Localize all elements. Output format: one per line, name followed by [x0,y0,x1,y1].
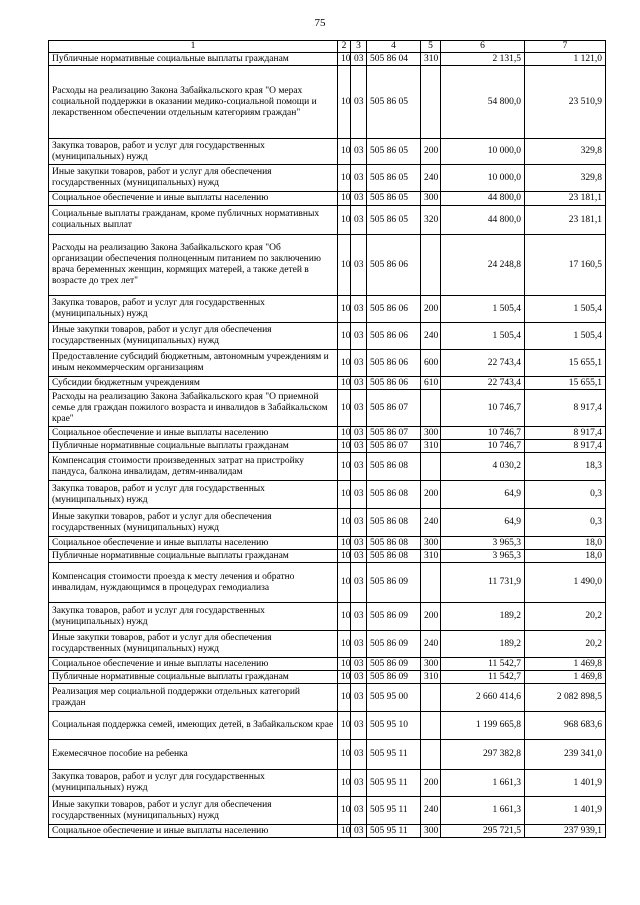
subsection-code-cell: 03 [351,377,367,390]
expense-type-cell: 300 [421,192,441,206]
plan-amount-cell: 1 199 665,8 [441,712,525,740]
subsection-code-cell: 03 [351,797,367,825]
target-article-cell: 505 86 06 [367,377,421,390]
expense-type-cell [421,453,441,481]
table-row [49,427,606,440]
plan-amount-cell: 22 743,4 [441,377,525,390]
section-code-cell: 10 [338,323,351,350]
table-row [49,453,606,481]
table-row [49,603,606,631]
plan-amount-cell: 10 000,0 [441,139,525,165]
plan-amount-cell: 2 660 414,6 [441,684,525,712]
target-article-cell: 505 86 09 [367,563,421,603]
table-row [49,509,606,537]
target-article-cell: 505 86 08 [367,453,421,481]
subsection-code-cell: 03 [351,740,367,770]
table-row [49,192,606,206]
table-row [49,563,606,603]
target-article-cell: 505 86 05 [367,192,421,206]
target-article-cell: 505 86 07 [367,390,421,427]
expense-type-cell: 300 [421,658,441,671]
plan-amount-cell: 54 800,0 [441,66,525,139]
section-code-cell: 10 [338,440,351,453]
table-row [49,350,606,377]
subsection-code-cell: 03 [351,550,367,563]
table-row [49,296,606,323]
plan-amount-cell: 10 746,7 [441,440,525,453]
target-article-cell: 505 86 08 [367,537,421,550]
section-code-cell: 10 [338,235,351,296]
expense-type-cell: 320 [421,206,441,235]
subsection-code-cell: 03 [351,537,367,550]
target-article-cell: 505 95 11 [367,740,421,770]
row-name-cell: Расходы на реализацию Закона Забайкальского края "О приемной семье для граждан пожилого возраста и инвалидов в Забайкальском крае" [49,390,338,427]
expense-type-cell: 300 [421,537,441,550]
actual-amount-cell: 18,0 [525,537,606,550]
table-header-row [49,41,606,53]
col-header-plan: 6 [441,41,525,53]
expense-type-cell: 200 [421,296,441,323]
target-article-cell: 505 86 05 [367,66,421,139]
target-article-cell: 505 86 06 [367,235,421,296]
table-row [49,797,606,825]
actual-amount-cell: 23 181,1 [525,192,606,206]
row-name-cell: Социальное обеспечение и иные выплаты населению [49,825,338,838]
actual-amount-cell: 329,8 [525,165,606,192]
plan-amount-cell: 10 000,0 [441,165,525,192]
table-row [49,206,606,235]
actual-amount-cell: 968 683,6 [525,712,606,740]
subsection-code-cell: 03 [351,235,367,296]
section-code-cell: 10 [338,770,351,797]
subsection-code-cell: 03 [351,671,367,684]
section-code-cell: 10 [338,206,351,235]
target-article-cell: 505 95 10 [367,712,421,740]
actual-amount-cell: 329,8 [525,139,606,165]
target-article-cell: 505 95 00 [367,684,421,712]
table-row [49,825,606,838]
actual-amount-cell: 15 655,1 [525,377,606,390]
row-name-cell: Реализация мер социальной поддержки отдельных категорий граждан [49,684,338,712]
row-name-cell: Компенсация стоимости проезда к месту лечения и обратно инвалидам, нуждающимся в процедурах гемодиализа [49,563,338,603]
actual-amount-cell: 17 160,5 [525,235,606,296]
target-article-cell: 505 86 05 [367,165,421,192]
subsection-code-cell: 03 [351,563,367,603]
actual-amount-cell: 23 510,9 [525,66,606,139]
subsection-code-cell: 03 [351,427,367,440]
actual-amount-cell: 1 401,9 [525,797,606,825]
actual-amount-cell: 237 939,1 [525,825,606,838]
actual-amount-cell: 15 655,1 [525,350,606,377]
plan-amount-cell: 189,2 [441,631,525,658]
section-code-cell: 10 [338,509,351,537]
actual-amount-cell: 8 917,4 [525,427,606,440]
target-article-cell: 505 95 11 [367,825,421,838]
subsection-code-cell: 03 [351,440,367,453]
subsection-code-cell: 03 [351,712,367,740]
actual-amount-cell: 239 341,0 [525,740,606,770]
plan-amount-cell: 189,2 [441,603,525,631]
section-code-cell: 10 [338,658,351,671]
row-name-cell: Закупка товаров, работ и услуг для государственных (муниципальных) нужд [49,603,338,631]
section-code-cell: 10 [338,631,351,658]
subsection-code-cell: 03 [351,453,367,481]
plan-amount-cell: 64,9 [441,509,525,537]
subsection-code-cell: 03 [351,770,367,797]
subsection-code-cell: 03 [351,684,367,712]
table-row [49,684,606,712]
section-code-cell: 10 [338,797,351,825]
plan-amount-cell: 2 131,5 [441,53,525,66]
plan-amount-cell: 22 743,4 [441,350,525,377]
row-name-cell: Иные закупки товаров, работ и услуг для обеспечения государственных (муниципальных) нужд [49,797,338,825]
row-name-cell: Публичные нормативные социальные выплаты гражданам [49,550,338,563]
table-row [49,377,606,390]
subsection-code-cell: 03 [351,631,367,658]
row-name-cell: Компенсация стоимости произведенных затрат на пристройку пандуса, балкона инвалидам, детям-инвалидам [49,453,338,481]
expense-type-cell [421,740,441,770]
plan-amount-cell: 44 800,0 [441,192,525,206]
row-name-cell: Закупка товаров, работ и услуг для государственных (муниципальных) нужд [49,770,338,797]
row-name-cell: Социальное обеспечение и иные выплаты населению [49,192,338,206]
col-header-subsection: 3 [351,41,367,53]
actual-amount-cell: 1 505,4 [525,296,606,323]
section-code-cell: 10 [338,377,351,390]
section-code-cell: 10 [338,712,351,740]
actual-amount-cell: 1 401,9 [525,770,606,797]
expense-type-cell: 240 [421,509,441,537]
plan-amount-cell: 24 248,8 [441,235,525,296]
section-code-cell: 10 [338,684,351,712]
table-row [49,712,606,740]
expense-type-cell: 300 [421,825,441,838]
plan-amount-cell: 1 661,3 [441,797,525,825]
section-code-cell: 10 [338,390,351,427]
table-row [49,537,606,550]
actual-amount-cell: 1 121,0 [525,53,606,66]
target-article-cell: 505 86 09 [367,658,421,671]
subsection-code-cell: 03 [351,390,367,427]
actual-amount-cell: 8 917,4 [525,440,606,453]
plan-amount-cell: 1 505,4 [441,323,525,350]
expense-type-cell [421,712,441,740]
section-code-cell: 10 [338,537,351,550]
row-name-cell: Расходы на реализацию Закона Забайкальского края "О мерах социальной поддержки в оказании медико-социальной помощи и лекарственном обеспечении отдельным категориям граждан" [49,66,338,139]
subsection-code-cell: 03 [351,603,367,631]
subsection-code-cell: 03 [351,509,367,537]
plan-amount-cell: 11 731,9 [441,563,525,603]
page-number: 75 [314,17,326,29]
section-code-cell: 10 [338,165,351,192]
expense-type-cell: 200 [421,770,441,797]
expense-type-cell: 240 [421,323,441,350]
expense-type-cell [421,235,441,296]
target-article-cell: 505 95 11 [367,770,421,797]
row-name-cell: Иные закупки товаров, работ и услуг для обеспечения государственных (муниципальных) нужд [49,165,338,192]
actual-amount-cell: 0,3 [525,481,606,509]
expense-type-cell: 240 [421,631,441,658]
budget-table [48,40,606,838]
actual-amount-cell: 2 082 898,5 [525,684,606,712]
actual-amount-cell: 23 181,1 [525,206,606,235]
table-row [49,631,606,658]
expense-type-cell: 310 [421,550,441,563]
target-article-cell: 505 86 08 [367,509,421,537]
expense-type-cell: 240 [421,165,441,192]
subsection-code-cell: 03 [351,192,367,206]
col-header-section: 2 [338,41,351,53]
table-row [49,139,606,165]
col-header-actual: 7 [525,41,606,53]
target-article-cell: 505 86 06 [367,350,421,377]
row-name-cell: Социальное обеспечение и иные выплаты населению [49,537,338,550]
plan-amount-cell: 295 721,5 [441,825,525,838]
row-name-cell: Иные закупки товаров, работ и услуг для обеспечения государственных (муниципальных) нужд [49,631,338,658]
expense-type-cell: 200 [421,481,441,509]
table-row [49,53,606,66]
target-article-cell: 505 95 11 [367,797,421,825]
row-name-cell: Ежемесячное пособие на ребенка [49,740,338,770]
plan-amount-cell: 4 030,2 [441,453,525,481]
actual-amount-cell: 1 490,0 [525,563,606,603]
table-row [49,323,606,350]
subsection-code-cell: 03 [351,296,367,323]
target-article-cell: 505 86 06 [367,323,421,350]
col-header-name: 1 [49,41,338,53]
row-name-cell: Публичные нормативные социальные выплаты гражданам [49,440,338,453]
actual-amount-cell: 1 469,8 [525,658,606,671]
target-article-cell: 505 86 09 [367,603,421,631]
row-name-cell: Иные закупки товаров, работ и услуг для обеспечения государственных (муниципальных) нужд [49,509,338,537]
actual-amount-cell: 0,3 [525,509,606,537]
target-article-cell: 505 86 08 [367,481,421,509]
expense-type-cell: 610 [421,377,441,390]
plan-amount-cell: 64,9 [441,481,525,509]
target-article-cell: 505 86 09 [367,671,421,684]
row-name-cell: Субсидии бюджетным учреждениям [49,377,338,390]
expense-type-cell [421,390,441,427]
actual-amount-cell: 1 469,8 [525,671,606,684]
expense-type-cell: 200 [421,139,441,165]
subsection-code-cell: 03 [351,658,367,671]
col-header-target-article: 4 [367,41,421,53]
plan-amount-cell: 44 800,0 [441,206,525,235]
table-row [49,740,606,770]
section-code-cell: 10 [338,603,351,631]
expense-type-cell [421,563,441,603]
row-name-cell: Расходы на реализацию Закона Забайкальского края "Об организации обеспечения полноценным питанием по заключению врача беременных женщин, кормящих матерей, а также детей в возрасте до трех лет" [49,235,338,296]
plan-amount-cell: 1 661,3 [441,770,525,797]
subsection-code-cell: 03 [351,206,367,235]
section-code-cell: 10 [338,53,351,66]
actual-amount-cell: 18,3 [525,453,606,481]
target-article-cell: 505 86 06 [367,296,421,323]
row-name-cell: Иные закупки товаров, работ и услуг для обеспечения государственных (муниципальных) нужд [49,323,338,350]
actual-amount-cell: 20,2 [525,631,606,658]
table-row [49,440,606,453]
section-code-cell: 10 [338,671,351,684]
table-row [49,235,606,296]
table-row [49,481,606,509]
table-row [49,165,606,192]
table-row [49,390,606,427]
subsection-code-cell: 03 [351,139,367,165]
table-row [49,550,606,563]
row-name-cell: Социальные выплаты гражданам, кроме публичных нормативных социальных выплат [49,206,338,235]
expense-type-cell: 200 [421,603,441,631]
table-row [49,66,606,139]
plan-amount-cell: 3 965,3 [441,550,525,563]
row-name-cell: Социальное обеспечение и иные выплаты населению [49,658,338,671]
section-code-cell: 10 [338,66,351,139]
row-name-cell: Социальное обеспечение и иные выплаты населению [49,427,338,440]
section-code-cell: 10 [338,453,351,481]
subsection-code-cell: 03 [351,350,367,377]
section-code-cell: 10 [338,740,351,770]
actual-amount-cell: 8 917,4 [525,390,606,427]
expense-type-cell: 310 [421,53,441,66]
subsection-code-cell: 03 [351,323,367,350]
subsection-code-cell: 03 [351,825,367,838]
row-name-cell: Закупка товаров, работ и услуг для государственных (муниципальных) нужд [49,139,338,165]
section-code-cell: 10 [338,192,351,206]
row-name-cell: Закупка товаров, работ и услуг для государственных (муниципальных) нужд [49,296,338,323]
col-header-expense-type: 5 [421,41,441,53]
plan-amount-cell: 10 746,7 [441,390,525,427]
actual-amount-cell: 20,2 [525,603,606,631]
plan-amount-cell: 297 382,8 [441,740,525,770]
target-article-cell: 505 86 09 [367,631,421,658]
expense-type-cell: 310 [421,440,441,453]
table-row [49,770,606,797]
section-code-cell: 10 [338,481,351,509]
target-article-cell: 505 86 05 [367,206,421,235]
table-row [49,658,606,671]
expense-type-cell: 300 [421,427,441,440]
target-article-cell: 505 86 05 [367,139,421,165]
plan-amount-cell: 11 542,7 [441,671,525,684]
section-code-cell: 10 [338,350,351,377]
target-article-cell: 505 86 07 [367,440,421,453]
subsection-code-cell: 03 [351,53,367,66]
subsection-code-cell: 03 [351,481,367,509]
actual-amount-cell: 1 505,4 [525,323,606,350]
actual-amount-cell: 18,0 [525,550,606,563]
target-article-cell: 505 86 07 [367,427,421,440]
section-code-cell: 10 [338,139,351,165]
subsection-code-cell: 03 [351,66,367,139]
plan-amount-cell: 11 542,7 [441,658,525,671]
target-article-cell: 505 86 08 [367,550,421,563]
target-article-cell: 505 86 04 [367,53,421,66]
section-code-cell: 10 [338,427,351,440]
plan-amount-cell: 10 746,7 [441,427,525,440]
plan-amount-cell: 1 505,4 [441,296,525,323]
section-code-cell: 10 [338,563,351,603]
row-name-cell: Публичные нормативные социальные выплаты гражданам [49,53,338,66]
row-name-cell: Социальная поддержка семей, имеющих детей, в Забайкальском крае [49,712,338,740]
section-code-cell: 10 [338,550,351,563]
section-code-cell: 10 [338,825,351,838]
row-name-cell: Предоставление субсидий бюджетным, автономным учреждениям и иным некоммерческим организациям [49,350,338,377]
row-name-cell: Публичные нормативные социальные выплаты гражданам [49,671,338,684]
section-code-cell: 10 [338,296,351,323]
expense-type-cell: 240 [421,797,441,825]
plan-amount-cell: 3 965,3 [441,537,525,550]
expense-type-cell: 600 [421,350,441,377]
row-name-cell: Закупка товаров, работ и услуг для государственных (муниципальных) нужд [49,481,338,509]
expense-type-cell [421,684,441,712]
subsection-code-cell: 03 [351,165,367,192]
expense-type-cell: 310 [421,671,441,684]
table-row [49,671,606,684]
expense-type-cell [421,66,441,139]
